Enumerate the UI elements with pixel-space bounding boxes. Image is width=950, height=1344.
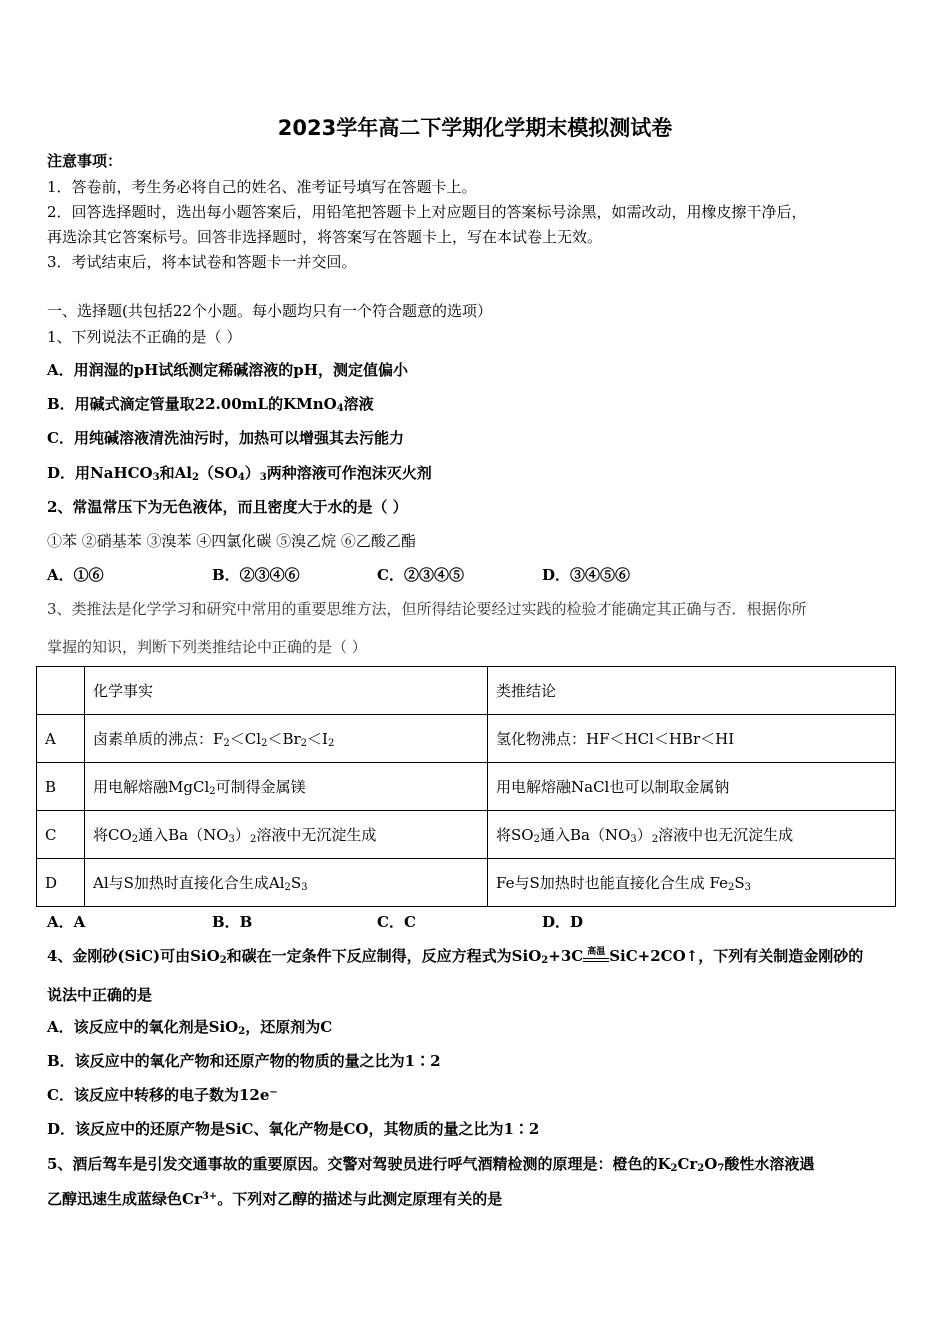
fact-cell: 用电解熔融MgCl$_2$可制得金属镁 bbox=[85, 763, 488, 811]
question-4-option-d: D．该反应中的还原产物是SiC、氧化产物是CO，其物质的量之比为1∶2 bbox=[47, 1120, 540, 1138]
table-header-row bbox=[37, 667, 896, 715]
table-row bbox=[37, 859, 896, 907]
notice-item: 3．考试结束后，将本试卷和答题卡一并交回。 bbox=[47, 253, 357, 271]
question-1-stem: 1、下列说法不正确的是（ ） bbox=[47, 328, 242, 346]
question-5-stem: 乙醇迅速生成蓝绿色$Cr^{3+}$。下列对乙醇的描述与此测定原理有关的是 bbox=[47, 1190, 503, 1208]
page-title: 2023学年高二下学期化学期末模拟测试卷 bbox=[277, 116, 673, 140]
question-2-option-d: D．③④⑤⑥ bbox=[542, 566, 631, 584]
row-label: A bbox=[37, 715, 85, 763]
question-2-option-c: C．②③④⑤ bbox=[377, 566, 464, 584]
question-1-option-a: A．用润湿的pH试纸测定稀碱溶液的pH，测定值偏小 bbox=[47, 361, 408, 379]
question-2-items: ①苯 ②硝基苯 ③溴苯 ④四氯化碳 ⑤溴乙烷 ⑥乙酸乙酯 bbox=[47, 532, 416, 550]
row-label: C bbox=[37, 811, 85, 859]
conclusion-cell: 氢化物沸点：HF＜HCl＜HBr＜HI bbox=[488, 715, 896, 763]
table-header-cell: 类推结论 bbox=[488, 667, 896, 715]
conclusion-cell: Fe与S加热时也能直接化合生成 $Fe_2S_3$ bbox=[488, 859, 896, 907]
question-2-option-a: A．①⑥ bbox=[47, 566, 104, 584]
question-3-stem: 掌握的知识，判断下列类推结论中正确的是（ ） bbox=[47, 638, 367, 656]
question-4-option-b: B．该反应中的氧化产物和还原产物的物质的量之比为1∶2 bbox=[47, 1052, 441, 1070]
fact-cell: 将$CO_2$通入$Ba(NO_3)_2$溶液中无沉淀生成 bbox=[85, 811, 488, 859]
fact-cell: 卤素单质的沸点：$F_2<Cl_2<Br_2<I_2$ bbox=[85, 715, 488, 763]
fact-cell: Al与S加热时直接化合生成$Al_2S_3$ bbox=[85, 859, 488, 907]
row-label: D bbox=[37, 859, 85, 907]
question-2-option-b: B．②③④⑥ bbox=[212, 566, 300, 584]
table-header-cell bbox=[37, 667, 85, 715]
question-3-option-b: B．B bbox=[212, 913, 253, 931]
notice-item: 1．答卷前，考生务必将自己的姓名、准考证号填写在答题卡上。 bbox=[47, 178, 477, 196]
conclusion-cell: 用电解熔融NaCl也可以制取金属钠 bbox=[488, 763, 896, 811]
table-row bbox=[37, 763, 896, 811]
notice-item: 2．回答选择题时，选出每小题答案后，用铅笔把答题卡上对应题目的答案标号涂黑，如需改动，用橡皮擦干净后， bbox=[47, 203, 807, 221]
table-header-cell: 化学事实 bbox=[85, 667, 488, 715]
question-4-option-c: C．该反应中转移的电子数为12e− bbox=[47, 1086, 278, 1104]
question-1-option-c: C．用纯碱溶液清洗油污时，加热可以增强其去污能力 bbox=[47, 429, 404, 447]
question-3-option-c: C．C bbox=[377, 913, 416, 931]
notice-item: 再选涂其它答案标号。回答非选择题时，将答案写在答题卡上，写在本试卷上无效。 bbox=[47, 228, 603, 246]
question-3-stem: 3、类推法是化学学习和研究中常用的重要思维方法，但所得结论要经过实践的检验才能确定其正确与否．根据你所 bbox=[47, 600, 807, 618]
section-heading: 一、选择题(共包括22个小题。每小题均只有一个符合题意的选项） bbox=[47, 302, 492, 320]
notice-heading: 注意事项： bbox=[47, 152, 123, 170]
analogy-table bbox=[36, 666, 896, 907]
question-1-option-d: D．用NaHCO$_3$和$Al_2(SO_4)_3$两种溶液可作泡沫灭火剂 bbox=[47, 464, 432, 483]
high-temperature-equals-sign: 高温 bbox=[583, 949, 609, 965]
table-row bbox=[37, 811, 896, 859]
question-4-stem: 说法中正确的是 bbox=[47, 986, 153, 1004]
row-label: B bbox=[37, 763, 85, 811]
question-2-stem: 2、常温常压下为无色液体，而且密度大于水的是（ ） bbox=[47, 498, 408, 516]
table-row bbox=[37, 715, 896, 763]
question-4-stem: 4、金刚砂(SiC)可由SiO$_2$和碳在一定条件下反应制得，反应方程式为SiO$_2$+3C 高温 SiC+2CO↑，下列有关制造金刚砂的 bbox=[47, 947, 864, 966]
question-5-stem: 5、酒后驾车是引发交通事故的重要原因。交警对驾驶员进行呼气酒精检测的原理是：橙色的$K_2Cr_2O_7$酸性水溶液遇 bbox=[47, 1155, 815, 1174]
question-3-option-d: D．D bbox=[542, 913, 584, 931]
question-1-option-b: B．用碱式滴定管量取22.00mL的KMnO$_4$溶液 bbox=[47, 395, 374, 414]
conclusion-cell: 将$SO_2$通入$Ba(NO_3)_2$溶液中也无沉淀生成 bbox=[488, 811, 896, 859]
question-3-option-a: A．A bbox=[47, 913, 86, 931]
question-4-option-a: A．该反应中的氧化剂是SiO$_2$，还原剂为C bbox=[47, 1018, 333, 1037]
